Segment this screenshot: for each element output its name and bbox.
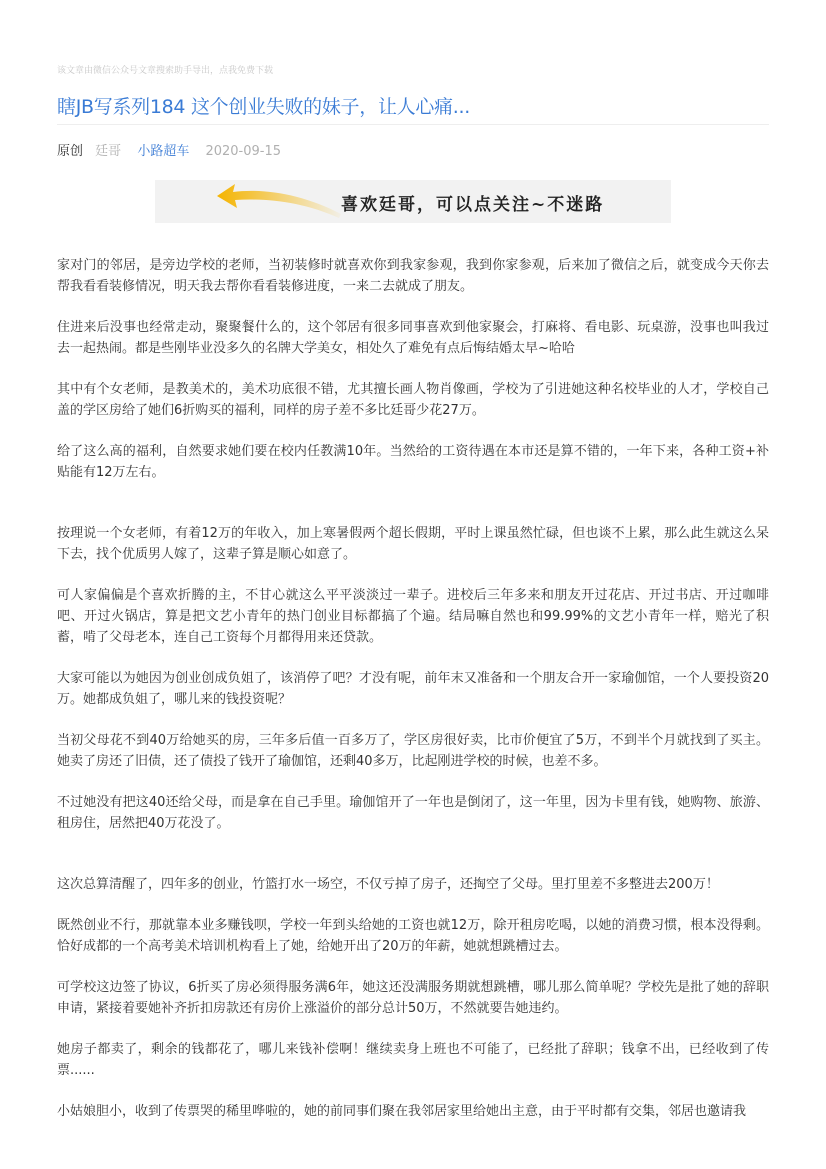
follow-banner-text: 喜欢廷哥，可以点关注~不迷路 (341, 195, 605, 215)
paragraph: 大家可能以为她因为创业创成负姐了，该消停了吧？才没有呢，前年末又准备和一个朋友合开一家瑜伽馆，一个人要投资20万。她都成负姐了，哪儿来的钱投资呢？ (57, 671, 769, 707)
author-name: 廷哥 (95, 144, 122, 159)
paragraph: 当初父母花不到40万给她买的房，三年多后值一百多万了，学区房很好卖，比市价便宜了5万，不到半个月就找到了买主。她卖了房还了旧债，还了债投了钱开了瑜伽馆，还剩40多万，比起刚进学校的时候，也差不多。 (57, 733, 769, 769)
paragraph: 既然创业不行，那就靠本业多赚钱呗，学校一年到头给她的工资也就12万，除开租房吃喝，以她的消费习惯，根本没得剩。恰好成都的一个高考美术培训机构看上了她，给她开出了20万的年薪，她就想跳槽过去。 (57, 918, 769, 954)
account-link[interactable]: 小路超车 (137, 144, 190, 159)
paragraph: 按理说一个女老师，有着12万的年收入，加上寒暑假两个超长假期，平时上课虽然忙碌，但也谈不上累，那么此生就这么呆下去，找个优质男人嫁了，这辈子算是顺心如意了。 (57, 526, 769, 562)
paragraph: 家对门的邻居，是旁边学校的老师，当初装修时就喜欢你到我家参观，我到你家参观，后来加了微信之后，就变成今天你去帮我看看装修情况，明天我去帮你看看装修进度，一来二去就成了朋友。 (57, 258, 769, 294)
article-body (57, 255, 769, 1142)
publish-date: 2020-09-15 (205, 144, 282, 159)
paragraph: 可学校这边签了协议，6折买了房必须得服务满6年，她这还没满服务期就想跳槽，哪儿那么简单呢？学校先是批了她的辞职申请，紧接着要她补齐折扣房款还有房价上涨溢价的部分总计50万，不然就要告她违约。 (57, 980, 769, 1016)
paragraph: 给了这么高的福利，自然要求她们要在校内任教满10年。当然给的工资待遇在本市还是算不错的，一年下来，各种工资+补贴能有12万左右。 (57, 444, 769, 480)
follow-banner (155, 180, 671, 223)
original-label: 原创 (57, 144, 84, 159)
paragraph: 小姑娘胆小，收到了传票哭的稀里哗啦的，她的前同事们聚在我邻居家里给她出主意，由于平时都有交集，邻居也邀请我 (57, 1104, 747, 1119)
title-divider (57, 124, 769, 125)
article-meta (57, 140, 281, 159)
article-title: 瞎JB写系列184 这个创业失败的妹子，让人心痛... (57, 96, 470, 118)
export-note-link[interactable]: 该文章由微信公众号文章搜索助手导出，点我免费下载 (57, 66, 274, 76)
paragraph: 住进来后没事也经常走动，聚聚餐什么的，这个邻居有很多同事喜欢到他家聚会，打麻将、看电影、玩桌游，没事也叫我过去一起热闹。都是些刚毕业没多久的名牌大学美女，相处久了难免有点后悔结婚太早~哈哈 (57, 320, 769, 356)
paragraph: 其中有个女老师，是教美术的，美术功底很不错，尤其擅长画人物肖像画，学校为了引进她这种名校毕业的人才，学校自己盖的学区房给了她们6折购买的福利，同样的房子差不多比廷哥少花27万。 (57, 382, 769, 418)
paragraph: 可人家偏偏是个喜欢折腾的主，不甘心就这么平平淡淡过一辈子。进校后三年多来和朋友开过花店、开过书店、开过咖啡吧、开过火锅店，算是把文艺小青年的热门创业目标都搞了个遍。结局嘛自然也和99.99%的文艺小青年一样，赔光了积蓄，啃了父母老本，连自己工资每个月都得用来还贷款。 (57, 588, 769, 645)
curved-arrow-icon (213, 180, 343, 223)
paragraph: 她房子都卖了，剩余的钱都花了，哪儿来钱补偿啊！继续卖身上班也不可能了，已经批了辞职；钱拿不出，已经收到了传票...... (57, 1042, 769, 1078)
paragraph: 不过她没有把这40还给父母，而是拿在自己手里。瑜伽馆开了一年也是倒闭了，这一年里，因为卡里有钱，她购物、旅游、租房住，居然把40万花没了。 (57, 795, 769, 831)
paragraph: 这次总算清醒了，四年多的创业，竹篮打水一场空，不仅亏掉了房子，还掏空了父母。里打里差不多整进去200万！ (57, 877, 719, 892)
